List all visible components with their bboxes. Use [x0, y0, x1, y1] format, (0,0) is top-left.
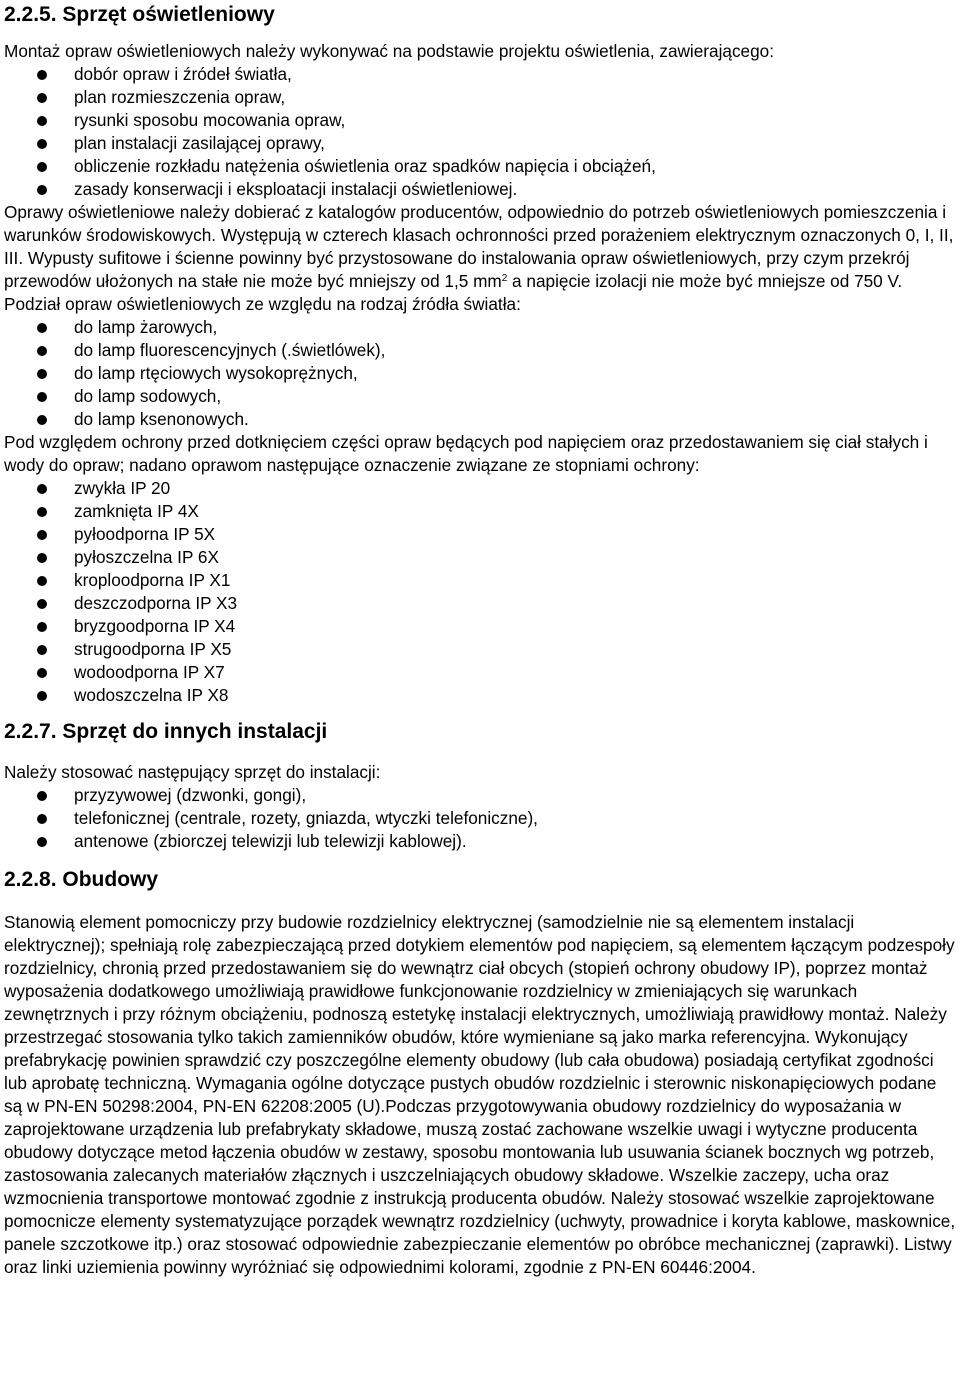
- list-item-text: zwykła IP 20: [74, 478, 171, 498]
- list-item: [4, 615, 956, 638]
- list-item: [4, 155, 956, 178]
- list-item: [4, 523, 956, 546]
- list-item: [4, 316, 956, 339]
- paragraph-text-end: a napięcie izolacji nie może być mniejsze od 750 V. Podział opraw oświetleniowych ze względu na rodzaj źródła światła:: [4, 271, 903, 314]
- list-item: [4, 408, 956, 431]
- lighting-paragraph: [4, 201, 956, 316]
- bullet-icon: [37, 553, 47, 563]
- protection-paragraph: Pod względem ochrony przed dotknięciem części opraw będących pod napięciem oraz przedostawaniem się ciał stałych i wody do opraw; nadano oprawom następujące oznaczenie związane ze stopniami ochrony:: [4, 432, 928, 475]
- list-item: [4, 362, 956, 385]
- paragraph-text: Oprawy oświetleniowe należy dobierać z katalogów producentów, odpowiednio do potrzeb oświetleniowych pomieszczenia i warunków środowiskowych. Występują w czterech klasach ochronności przed porażeniem elektrycznym oznaczonych 0, I, II, III. Wypusty sufitowe i ścienne powinny być przystosowane do instalowania opraw oświetleniowych, przy czym przekrój przewodów ułożonych na stałe nie może być mniejszy od 1,5 mm: [4, 202, 954, 291]
- list-item-text: dobór opraw i źródeł światła,: [74, 64, 292, 84]
- bullet-icon: [37, 116, 47, 126]
- ip-items-list: [4, 477, 956, 707]
- lamp-items-list: [4, 316, 956, 431]
- list-item-text: wodoszczelna IP X8: [74, 685, 229, 705]
- list-item-text: antenowe (zbiorczej telewizji lub telewizji kablowej).: [74, 831, 467, 851]
- bullet-icon: [37, 576, 47, 586]
- list-item: [4, 661, 956, 684]
- other-equipment-list: [4, 784, 956, 853]
- lighting-intro: Montaż opraw oświetleniowych należy wykonywać na podstawie projektu oświetlenia, zawierającego:: [4, 41, 775, 61]
- superscript: 2: [501, 273, 508, 284]
- bullet-icon: [37, 668, 47, 678]
- project-items-list: [4, 63, 956, 201]
- list-item: [4, 385, 956, 408]
- list-item: [4, 546, 956, 569]
- list-item: [4, 569, 956, 592]
- bullet-icon: [37, 70, 47, 80]
- bullet-icon: [37, 346, 47, 356]
- list-item-text: do lamp fluorescencyjnych (.świetlówek),: [74, 340, 386, 360]
- bullet-icon: [37, 415, 47, 425]
- list-item: [4, 684, 956, 707]
- list-item-text: rysunki sposobu mocowania opraw,: [74, 110, 346, 130]
- list-item-text: wodoodporna IP X7: [74, 662, 225, 682]
- bullet-icon: [37, 837, 47, 847]
- list-item-text: obliczenie rozkładu natężenia oświetlenia oraz spadków napięcia i obciążeń,: [74, 156, 656, 176]
- list-item: [4, 592, 956, 615]
- bullet-icon: [37, 599, 47, 609]
- list-item: [4, 500, 956, 523]
- bullet-icon: [37, 645, 47, 655]
- list-item-text: kroploodporna IP X1: [74, 570, 231, 590]
- list-item: [4, 178, 956, 201]
- list-item: [4, 807, 956, 830]
- list-item-text: do lamp żarowych,: [74, 317, 218, 337]
- list-item: [4, 63, 956, 86]
- list-item: [4, 638, 956, 661]
- bullet-icon: [37, 185, 47, 195]
- list-item: [4, 132, 956, 155]
- other-equipment-intro: Należy stosować następujący sprzęt do instalacji:: [4, 762, 381, 782]
- bullet-icon: [37, 530, 47, 540]
- list-item-text: bryzgoodporna IP X4: [74, 616, 236, 636]
- bullet-icon: [37, 791, 47, 801]
- enclosures-paragraph: Stanowią element pomocniczy przy budowie rozdzielnicy elektrycznej (samodzielnie nie są elementem instalacji elektrycznej); spełniają rolę zabezpieczającą przed dotykiem elementów pod napięciem, są elementem łączącym podzespoły rozdzielnicy, chronią przed przedostawaniem się do wewnątrz ciał obcych (stopień ochrony obudowy IP), poprzez montaż wyposażenia dodatkowego umożliwiają prawidłowe funkcjonowanie rozdzielnicy w zmieniających się warunkach zewnętrznych i przy różnym obciążeniu, podnoszą estetykę instalacji elektrycznych, umożliwiają prawidłowy montaż. Należy przestrzegać stosowania tylko takich zamienników obudów, które wymieniane są jako marka referencyjna. Wykonujący prefabrykację powinien sprawdzić czy poszczególne elementy obudowy (lub cała obudowa) posiadają certyfikat zgodności lub aprobatę techniczną. Wymagania ogólne dotyczące pustych obudów rozdzielnic i sterownic niskonapięciowych podane są w PN-EN 50298:2004, PN-EN 62208:2005 (U).Podczas przygotowywania obudowy rozdzielnicy do wyposażania w zaprojektowane urządzenia lub prefabrykaty składowe, muszą zostać zachowane wszelkie uwagi i wytyczne producenta obudowy dotyczące metod łączenia obudów w zestawy, sposobu montowania lub usuwania ścianek bocznych wg potrzeb, zastosowania zalecanych materiałów złącznych i uszczelniających obudowy składowe. Wszelkie zaczepy, ucha oraz wzmocnienia transportowe montować zgodnie z instrukcją producenta obudów. Należy stosować wszelkie zaprojektowane pomocnicze elementy systematyzujące porządek wewnątrz rozdzielnicy (uchwyty, prowadnice i koryta kablowe, maskownice, panele szczotkowe itp.) oraz stosować odpowiednie zabezpieczanie elementów po obróbce mechanicznej (zaprawki). Listwy oraz linki uziemienia powinny wyróżniać się odpowiednimi kolorami, zgodnie z PN-EN 60446:2004.: [4, 912, 956, 1277]
- section-heading-lighting: 2.2.5. Sprzęt oświetleniowy: [4, 3, 275, 26]
- section-heading-enclosures: 2.2.8. Obudowy: [4, 868, 159, 891]
- list-item-text: plan instalacji zasilającej oprawy,: [74, 133, 325, 153]
- list-item: [4, 86, 956, 109]
- bullet-icon: [37, 93, 47, 103]
- list-item-text: zamknięta IP 4X: [74, 501, 199, 521]
- list-item-text: deszczodporna IP X3: [74, 593, 238, 613]
- section-heading-other-equipment: 2.2.7. Sprzęt do innych instalacji: [4, 720, 328, 743]
- bullet-icon: [37, 392, 47, 402]
- bullet-icon: [37, 323, 47, 333]
- list-item-text: strugoodporna IP X5: [74, 639, 232, 659]
- bullet-icon: [37, 622, 47, 632]
- list-item-text: do lamp ksenonowych.: [74, 409, 249, 429]
- list-item-text: telefonicznej (centrale, rozety, gniazda, wtyczki telefoniczne),: [74, 808, 538, 828]
- list-item: [4, 339, 956, 362]
- list-item-text: plan rozmieszczenia opraw,: [74, 87, 286, 107]
- list-item: [4, 784, 956, 807]
- bullet-icon: [37, 691, 47, 701]
- list-item-text: pyłoszczelna IP 6X: [74, 547, 219, 567]
- list-item: [4, 830, 956, 853]
- bullet-icon: [37, 369, 47, 379]
- bullet-icon: [37, 814, 47, 824]
- list-item: [4, 477, 956, 500]
- bullet-icon: [37, 484, 47, 494]
- list-item-text: do lamp rtęciowych wysokoprężnych,: [74, 363, 358, 383]
- bullet-icon: [37, 507, 47, 517]
- list-item-text: pyłoodporna IP 5X: [74, 524, 216, 544]
- bullet-icon: [37, 162, 47, 172]
- list-item: [4, 109, 956, 132]
- list-item-text: do lamp sodowych,: [74, 386, 222, 406]
- bullet-icon: [37, 139, 47, 149]
- list-item-text: zasady konserwacji i eksploatacji instalacji oświetleniowej.: [74, 179, 518, 199]
- list-item-text: przyzywowej (dzwonki, gongi),: [74, 785, 307, 805]
